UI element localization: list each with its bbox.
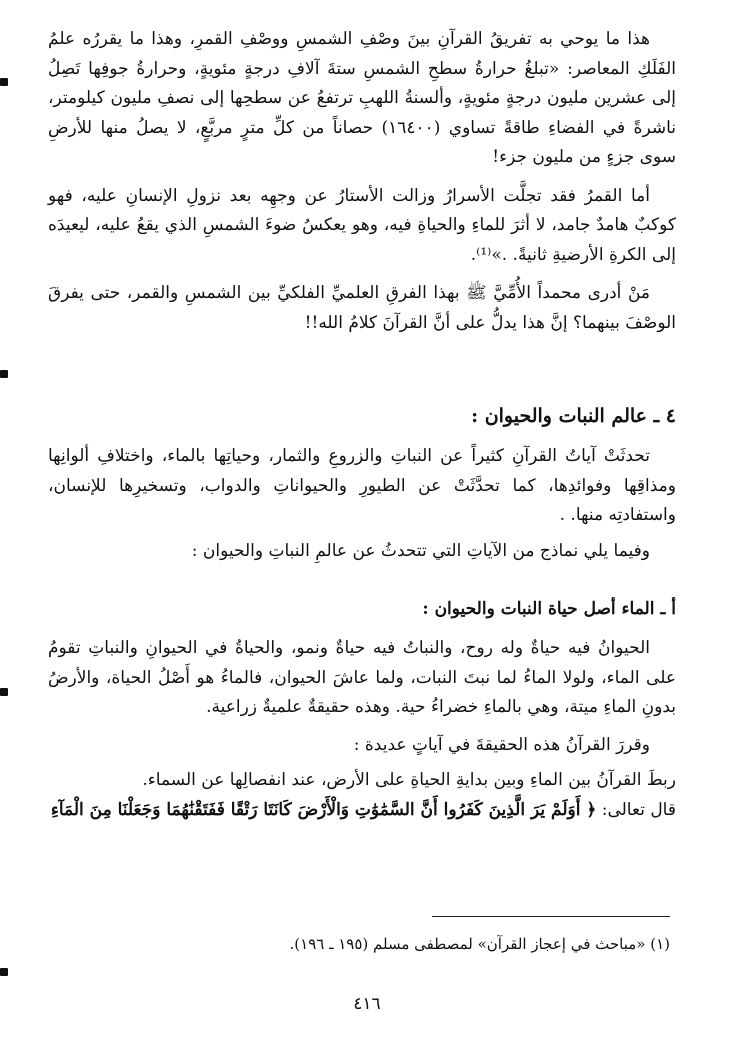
footnote-divider <box>432 916 670 917</box>
paragraph-sun-description: هذا ما يوحي به تفريقُ القرآنِ بينَ وصْفِ الشمسِ ووصْفِ القمرِ، وهذا ما يقررُه علمُ الفَلَكِ المعاصر: «تبلغُ حرارةُ سطحِ الشمسِ ستةَ آلافِ درجةٍ مئويةٍ، وحرارةُ جوفِها تَصِلُ إلى عشرين مليون درجةٍ مئويةٍ، وألسنةُ اللهبِ ترتفعُ عن سطحِها إلى نصفِ مليون كيلومتر، ناشرةً في الفضاءِ طاقةً تساوي (١٦٤٠٠) حصاناً من كلِّ مترٍ مربَّعٍ، لا يصلُ منها للأرضِ سوى جزءٍ من مليون جزء! <box>48 29 676 167</box>
verse-line <box>48 796 676 826</box>
paragraph-moon-description: أما القمرُ فقد تجلَّت الأسرارُ وزالت الأستارُ عن وجهِه بعد نزولِ الإنسانِ عليه، فهو كوكبٌ هامدٌ جامد، لا أثرَ للماءِ والحياةِ فيه، وهو يعكسُ ضوءَ الشمسِ الذي يقعُ عليه، ليعيدَه إلى الكرةِ الأرضيةِ ثانيةً. .»⁽¹⁾. <box>48 185 676 265</box>
paragraph-plants-animals-intro: تحدثَتْ آياتُ القرآنِ كثيراً عن النباتِ والزروعِ والثمار، وحياتِها بالماء، واختلافِ ألوانِها ومذاقِها وفوائدِها، كما تحدَّثَتْ عن الطيورِ والحيواناتِ والدواب، وتسخيرِها للإنسان، واستفادتِه منها. . <box>48 446 676 525</box>
paragraph-water-and-life: ربطَ القرآنُ بين الماءِ وبين بدايةِ الحياةِ على الأرض، عند انفصالِها عن السماء. <box>142 770 676 790</box>
paragraph-examples-intro: وفيما يلي نماذج من الآياتِ التي تتحدثُ عن عالمِ النباتِ والحيوان : <box>191 540 650 561</box>
scan-edge-mark <box>0 78 8 86</box>
scan-edge-mark <box>0 688 8 696</box>
scan-edge-mark <box>0 968 8 976</box>
page-number: ٤١٦ <box>353 994 381 1014</box>
section-heading: ٤ ـ عالم النبات والحيوان : <box>471 405 676 427</box>
bottom-text-block <box>48 634 676 825</box>
subsection-heading: أ ـ الماء أصل حياة النبات والحيوان : <box>422 599 676 619</box>
verse-intro: قال تعالى: <box>601 799 676 820</box>
middle-text-block <box>48 442 676 566</box>
quran-verse: ﴿ أَوَلَمْ يَرَ الَّذِينَ كَفَرُوا أَنَّ السَّمَٰوَٰتِ وَالْأَرْضَ كَانَتَا رَتْقًا فَفَتَقْنَٰهُمَا وَجَعَلْنَا مِنَ الْمَآءِ <box>50 799 597 820</box>
paragraph-prophet-question: مَنْ أدرى محمداً الأُمِّيَّ ﷺ بهذا الفرقِ العلميِّ الفلكيِّ بين الشمسِ والقمر، حتى يفرقَ الوصْفَ بينهما؟ إنَّ هذا يدلُّ على أنَّ القرآنَ كلامُ الله!! <box>48 283 676 333</box>
paragraph-water-origin: الحيوانُ فيه حياةٌ وله روح، والنباتُ فيه حياةٌ ونمو، والحياةُ في الحيوانِ والنباتِ تقومُ على الماء، ولولا الماءُ لما نبتَ النبات، ولما عاشَ الحيوان، فالماءُ هو أَصْلُ الحياة، والأرضُ بدونِ الماءِ ميتة، وهي بالماءِ خضراءُ حية. وهذه حقيقةٌ علميةٌ زراعية. <box>48 638 676 717</box>
paragraph-quran-confirms: وقررَ القرآنُ هذه الحقيقةَ في آياتٍ عديدة : <box>353 734 650 755</box>
scan-edge-mark <box>0 370 8 378</box>
top-text-block <box>48 25 676 338</box>
footnote: (١) «مباحث في إعجاز القرآن» لمصطفى مسلم (١٩٥ ـ ١٩٦). <box>289 935 670 953</box>
